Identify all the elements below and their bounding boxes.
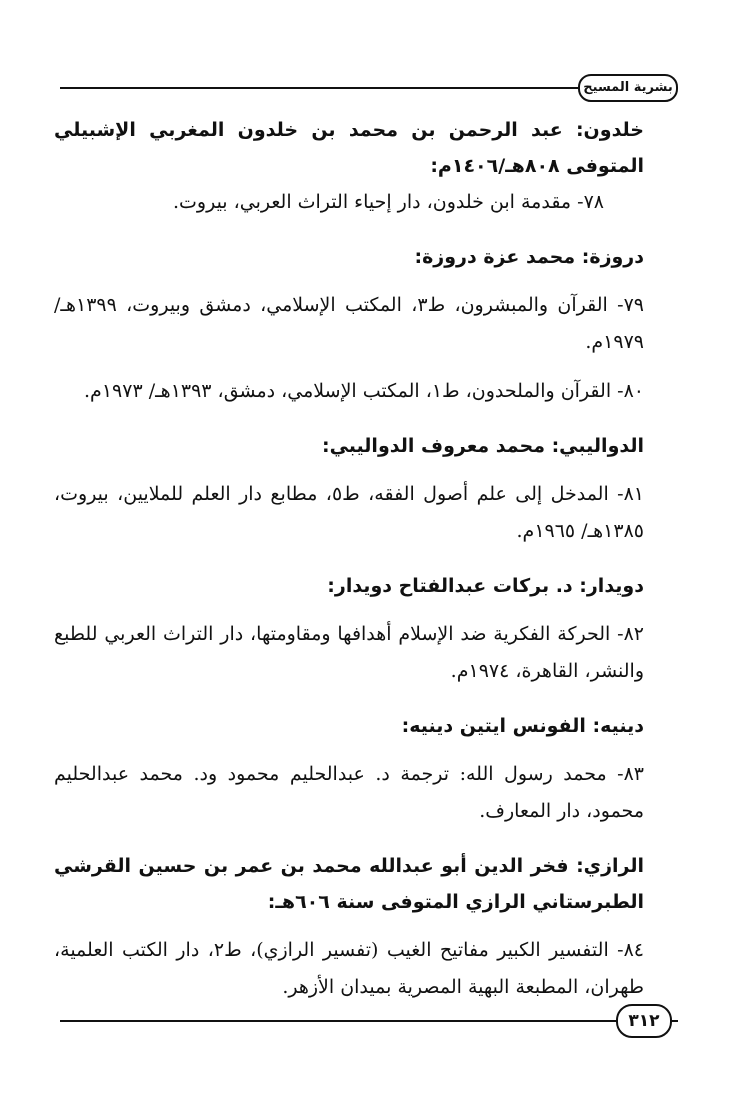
- page-number: ٣١٢: [616, 1004, 672, 1038]
- entry-author: الرازي: فخر الدين أبو عبدالله محمد بن عمر بن حسين القرشي الطبرستاني الرازي المتوفى سنة ٦٠٦هـ:: [54, 855, 644, 913]
- bibliography-entry: [54, 568, 644, 690]
- book-item: ٨٤- التفسير الكبير مفاتيح الغيب (تفسير الرازي)، ط٢، دار الكتب العلمية، طهران، المطبعة البهية المصرية بميدان الأزهر.: [54, 939, 644, 998]
- entry-author: خلدون: عبد الرحمن بن محمد بن خلدون المغربي الإشبيلي المتوفى ٨٠٨هـ/١٤٠٦م:: [54, 119, 644, 177]
- book-item: ٨٣- محمد رسول الله: ترجمة د. عبدالحليم محمود ود. محمد عبدالحليم محمود، دار المعارف.: [54, 763, 644, 822]
- bibliography-entry: [54, 428, 644, 550]
- entry-author: الدواليبي: محمد معروف الدواليبي:: [321, 435, 644, 457]
- book-item: ٧٩- القرآن والمبشرون، ط٣، المكتب الإسلامي، دمشق وبيروت، ١٣٩٩هـ/ ١٩٧٩م.: [54, 294, 644, 353]
- entry-author: دينيه: الفونس ايتين دينيه:: [401, 715, 644, 737]
- book-item: ٧٨- مقدمة ابن خلدون، دار إحياء التراث العربي، بيروت.: [172, 191, 604, 213]
- book-item: ٨٢- الحركة الفكرية ضد الإسلام أهدافها ومقاومتها، دار التراث العربي للطبع والنشر، القاهرة، ١٩٧٤م.: [54, 623, 644, 682]
- bibliography-list: [54, 112, 644, 1006]
- bibliography-entry: [54, 848, 644, 1006]
- footer-rule: [60, 1020, 678, 1022]
- bibliography-entry: [54, 708, 644, 830]
- book-item: ٨٠- القرآن والملحدون، ط١، المكتب الإسلامي، دمشق، ١٣٩٣هـ/ ١٩٧٣م.: [84, 380, 644, 402]
- book-item: ٨١- المدخل إلى علم أصول الفقه، ط٥، مطابع دار العلم للملايين، بيروت، ١٣٨٥هـ/ ١٩٦٥م.: [54, 483, 644, 542]
- bibliography-entry: [54, 112, 644, 221]
- running-title: بشرية المسيح: [578, 74, 678, 102]
- entry-author: دويدار: د. بركات عبدالفتاح دويدار:: [327, 575, 644, 597]
- bibliography-entry: [54, 239, 644, 410]
- entry-author: دروزة: محمد عزة دروزة:: [414, 246, 644, 268]
